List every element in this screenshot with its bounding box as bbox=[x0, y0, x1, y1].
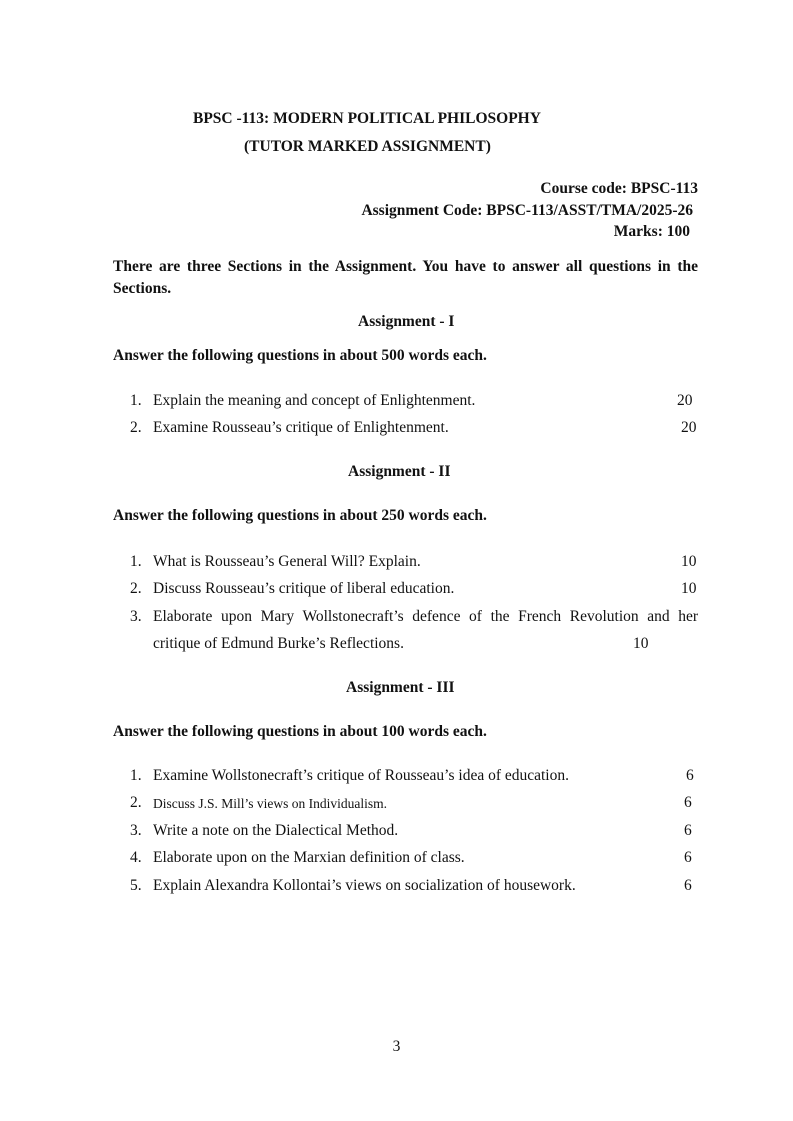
question-marks: 10 bbox=[681, 580, 697, 597]
question-text: Discuss Rousseau’s critique of liberal education. bbox=[153, 580, 455, 597]
course-code: Course code: BPSC-113 bbox=[540, 180, 698, 197]
question-marks: 20 bbox=[677, 392, 693, 409]
question-marks: 20 bbox=[681, 419, 697, 436]
question-number: 2. bbox=[130, 794, 142, 811]
question-text: Examine Wollstonecraft’s critique of Rousseau’s idea of education. bbox=[153, 767, 569, 784]
question-text: Explain the meaning and concept of Enlightenment. bbox=[153, 392, 476, 409]
document-subtitle: (TUTOR MARKED ASSIGNMENT) bbox=[244, 138, 491, 155]
question-text: Examine Rousseau’s critique of Enlightenment. bbox=[153, 419, 449, 436]
question-number: 3. bbox=[130, 608, 142, 625]
question-text: Elaborate upon Mary Wollstonecraft’s defence of the French Revolution and her critique of Edmund Burke’s Reflections. bbox=[153, 608, 698, 652]
question-marks: 6 bbox=[684, 849, 692, 866]
question-number: 1. bbox=[130, 553, 142, 570]
section-heading-1: Assignment - I bbox=[358, 313, 455, 330]
total-marks: Marks: 100 bbox=[613, 223, 690, 240]
question-marks: 10 bbox=[633, 635, 649, 652]
page-number: 3 bbox=[392, 1038, 401, 1055]
question-number: 1. bbox=[130, 767, 142, 784]
assignment-code: Assignment Code: BPSC-113/ASST/TMA/2025-26 bbox=[361, 202, 693, 219]
question-number: 5. bbox=[130, 877, 142, 894]
question-text: Discuss J.S. Mill’s views on Individualism. bbox=[153, 796, 388, 811]
question-number: 4. bbox=[130, 849, 142, 866]
question-number: 2. bbox=[130, 419, 142, 436]
question-marks: 6 bbox=[686, 767, 694, 784]
instructions: There are three Sections in the Assignment. You have to answer all questions in the Sections. bbox=[113, 258, 698, 297]
section-lead-3: Answer the following questions in about 100 words each. bbox=[113, 723, 487, 740]
section-heading-2: Assignment - II bbox=[348, 463, 451, 480]
question-text: Explain Alexandra Kollontai’s views on socialization of housework. bbox=[153, 877, 576, 894]
section-lead-2: Answer the following questions in about 250 words each. bbox=[113, 507, 487, 524]
question-text: Elaborate upon on the Marxian definition of class. bbox=[153, 849, 465, 866]
question-text: What is Rousseau’s General Will? Explain. bbox=[153, 553, 421, 570]
document-title: BPSC -113: MODERN POLITICAL PHILOSOPHY bbox=[193, 110, 541, 127]
question-number: 1. bbox=[130, 392, 142, 409]
question-text: Write a note on the Dialectical Method. bbox=[153, 822, 399, 839]
question-marks: 10 bbox=[681, 553, 697, 570]
section-lead-1: Answer the following questions in about 500 words each. bbox=[113, 347, 487, 364]
question-number: 2. bbox=[130, 580, 142, 597]
section-heading-3: Assignment - III bbox=[346, 679, 455, 696]
question-marks: 6 bbox=[684, 822, 692, 839]
question-marks: 6 bbox=[684, 877, 692, 894]
question-marks: 6 bbox=[684, 794, 692, 811]
question-number: 3. bbox=[130, 822, 142, 839]
